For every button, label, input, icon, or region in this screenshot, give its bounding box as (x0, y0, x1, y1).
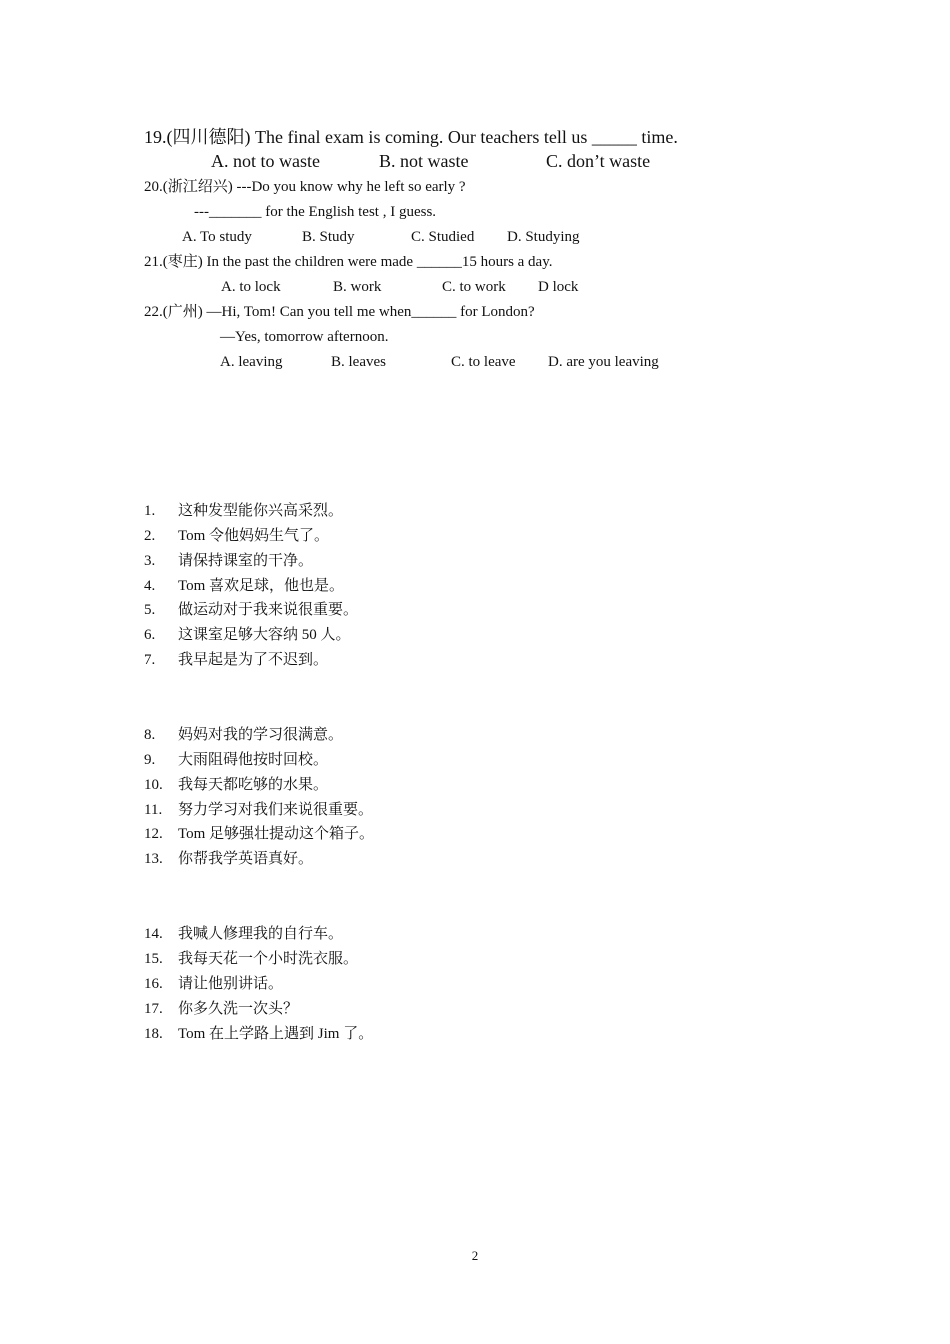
question-22-option-b: B. leaves (331, 354, 386, 370)
item-number: 17. (144, 1001, 163, 1017)
list-item (144, 849, 313, 869)
item-number: 8. (144, 727, 156, 743)
question-21-option-c: C. to work (442, 279, 506, 295)
item-text: Tom 令他妈妈生气了。 (178, 528, 330, 544)
list-item (144, 999, 298, 1019)
item-text: 我喊人修理我的自行车。 (178, 926, 344, 942)
list-item (144, 650, 328, 670)
item-number: 12. (144, 826, 163, 842)
list-item (144, 600, 358, 620)
question-21-option-b: B. work (333, 279, 382, 295)
item-text: 请让他别讲话。 (178, 976, 284, 992)
item-text: 这种发型能你兴高采烈。 (178, 503, 344, 519)
question-19-option-c: C. don’t waste (546, 151, 651, 171)
item-text: 大雨阻碍他按时回校。 (178, 752, 329, 768)
item-number: 15. (144, 951, 163, 967)
question-22-option-c: C. to leave (451, 354, 516, 370)
item-text: 请保持课室的干净。 (178, 553, 314, 569)
page-number: 2 (471, 1248, 479, 1263)
list-item (144, 725, 343, 745)
item-number: 13. (144, 851, 163, 867)
item-text: 努力学习对我们来说很重要。 (178, 802, 374, 818)
list-item (144, 824, 374, 844)
list-item (144, 1024, 373, 1044)
list-item (144, 551, 313, 571)
item-number: 9. (144, 752, 156, 768)
item-text: 这课室足够大容纳 50 人。 (178, 627, 351, 643)
question-20-option-d: D. Studying (507, 229, 580, 245)
question-22-option-d: D. are you leaving (548, 354, 659, 370)
item-number: 7. (144, 652, 156, 668)
item-number: 11. (144, 802, 163, 818)
list-item (144, 800, 373, 820)
item-text: 我早起是为了不迟到。 (178, 652, 329, 668)
item-number: 1. (144, 503, 156, 519)
list-item (144, 750, 328, 770)
question-19-option-b: B. not waste (379, 151, 469, 171)
item-text: Tom 喜欢足球，他也是。 (178, 578, 345, 594)
item-text: Tom 足够强壮提动这个箱子。 (178, 826, 375, 842)
question-22-stem: 22.(广州) —Hi, Tom! Can you tell me when______ for London? (144, 304, 535, 320)
item-text: 我每天都吃够的水果。 (178, 777, 329, 793)
list-item (144, 576, 344, 596)
question-20-stem: 20.(浙江绍兴) ---Do you know why he left so early ? (144, 179, 466, 195)
question-21-option-d: D lock (538, 279, 579, 295)
item-text: 妈妈对我的学习很满意。 (178, 727, 344, 743)
item-number: 16. (144, 976, 163, 992)
item-number: 5. (144, 602, 156, 618)
item-text: Tom 在上学路上遇到 Jim 了。 (178, 1026, 374, 1042)
question-20-option-c: C. Studied (411, 229, 475, 245)
item-text: 做运动对于我来说很重要。 (178, 602, 359, 618)
question-20-option-b: B. Study (302, 229, 355, 245)
list-item (144, 625, 351, 645)
question-19-option-a: A. not to waste (211, 151, 320, 171)
question-20-option-a: A. To study (182, 229, 252, 245)
list-item (144, 501, 343, 521)
question-20-reply: ---_______ for the English test , I guess. (194, 204, 437, 220)
question-19-stem: 19.(四川德阳) The final exam is coming. Our teachers tell us _____ time. (144, 127, 678, 147)
question-21-stem: 21.(枣庄) In the past the children were made ______15 hours a day. (144, 254, 553, 270)
item-text: 你帮我学英语真好。 (178, 851, 314, 867)
item-text: 你多久洗一次头？ (178, 1001, 299, 1017)
question-22-reply: —Yes, tomorrow afternoon. (220, 329, 389, 345)
question-21-option-a: A. to lock (221, 279, 281, 295)
list-item (144, 775, 328, 795)
item-text: 我每天花一个小时洗衣服。 (178, 951, 359, 967)
list-item (144, 526, 329, 546)
list-item (144, 974, 283, 994)
item-number: 4. (144, 578, 156, 594)
item-number: 6. (144, 627, 156, 643)
list-item (144, 924, 343, 944)
question-22-option-a: A. leaving (220, 354, 283, 370)
item-number: 14. (144, 926, 163, 942)
list-item (144, 949, 358, 969)
item-number: 18. (144, 1026, 163, 1042)
item-number: 3. (144, 553, 156, 569)
item-number: 10. (144, 777, 163, 793)
item-number: 2. (144, 528, 156, 544)
